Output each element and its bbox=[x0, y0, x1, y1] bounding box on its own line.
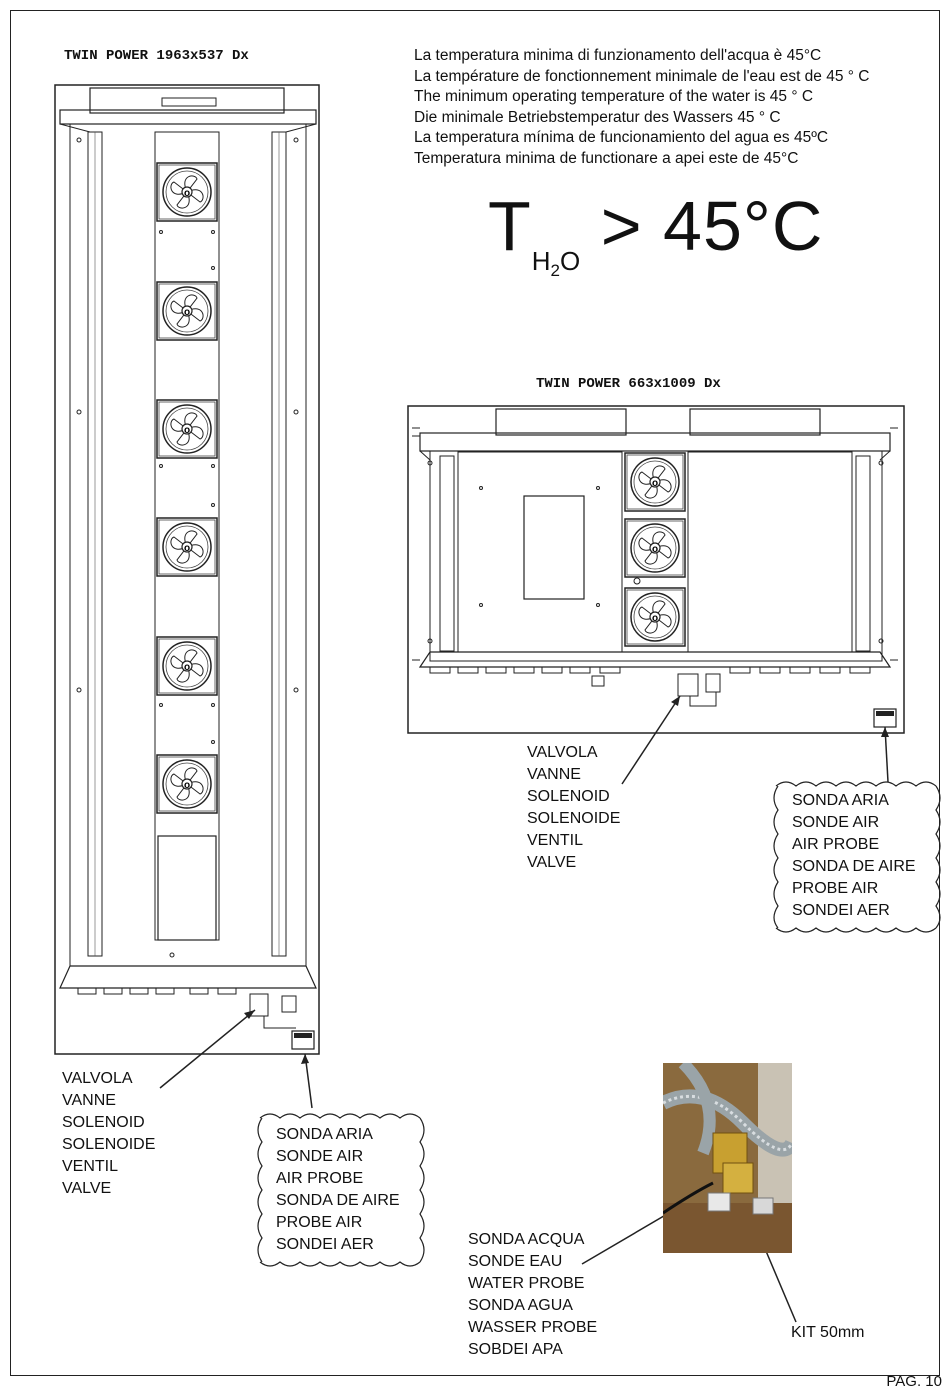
valve-label: VALVE bbox=[527, 854, 577, 871]
air-probe-labels-left bbox=[276, 1124, 400, 1256]
formula-rest: > 45°C bbox=[580, 187, 824, 265]
air-probe-label: SONDA ARIA bbox=[276, 1126, 373, 1143]
intro-line: Die minimale Betriebstemperatur des Wassers 45 ° C bbox=[414, 108, 781, 126]
air-probe-label: SONDE AIR bbox=[276, 1148, 364, 1165]
valve-label: SOLENOID bbox=[527, 788, 610, 805]
valve-label: SOLENOIDE bbox=[527, 810, 621, 827]
valve-label: VALVE bbox=[62, 1180, 112, 1197]
title-right: TWIN POWER 663x1009 Dx bbox=[536, 376, 721, 392]
air-probe-label: PROBE AIR bbox=[276, 1214, 363, 1231]
formula-t: T bbox=[488, 187, 532, 265]
valve-label: SOLENOIDE bbox=[62, 1136, 156, 1153]
formula-h: H bbox=[531, 246, 551, 276]
technical-drawings: o bbox=[0, 0, 950, 1388]
intro-line: La température de fonctionnement minimale de l'eau est de 45 ° C bbox=[414, 67, 870, 85]
air-probe-label: AIR PROBE bbox=[276, 1170, 364, 1187]
valve-labels-right bbox=[527, 742, 620, 874]
intro-line: La temperatura minima di funzionamento dell'acqua è 45°C bbox=[414, 47, 822, 64]
valve-label: VALVOLA bbox=[62, 1070, 133, 1087]
right-unit-drawing bbox=[408, 406, 904, 784]
valve-kit-photo bbox=[663, 1063, 792, 1253]
air-probe-label: AIR PROBE bbox=[792, 836, 880, 853]
water-probe-label: SOBDEI APA bbox=[468, 1341, 563, 1358]
water-probe-label: SONDA ACQUA bbox=[468, 1231, 585, 1248]
valve-label: VENTIL bbox=[527, 832, 584, 849]
formula-2: 2 bbox=[550, 261, 561, 280]
air-probe-label: SONDA DE AIRE bbox=[276, 1192, 400, 1209]
air-probe-label: SONDA DE AIRE bbox=[792, 858, 916, 875]
formula-o: O bbox=[560, 246, 581, 276]
valve-label: SOLENOID bbox=[62, 1114, 145, 1131]
water-probe-labels bbox=[468, 1229, 597, 1361]
water-probe-label: WATER PROBE bbox=[468, 1275, 585, 1292]
valve-label: VANNE bbox=[527, 766, 581, 783]
air-probe-label: SONDA ARIA bbox=[792, 792, 889, 809]
air-probe-label: PROBE AIR bbox=[792, 880, 879, 897]
water-probe-label: WASSER PROBE bbox=[468, 1319, 598, 1336]
air-probe-label: SONDEI AER bbox=[792, 902, 890, 919]
intro-line: La temperatura mínima de funcionamiento del agua es 45ºC bbox=[414, 129, 829, 146]
air-probe-label: SONDEI AER bbox=[276, 1236, 374, 1253]
title-left: TWIN POWER 1963x537 Dx bbox=[64, 48, 249, 64]
air-probe-label: SONDE AIR bbox=[792, 814, 880, 831]
intro-line: The minimum operating temperature of the water is 45 ° C bbox=[414, 88, 814, 105]
valve-labels-left bbox=[62, 1068, 155, 1200]
page-number: PAG. 10 bbox=[886, 1373, 942, 1390]
left-unit-drawing bbox=[55, 85, 319, 1108]
valve-label: VENTIL bbox=[62, 1158, 119, 1175]
intro-line: Temperatura minima de functionare a apei este de 45°C bbox=[414, 149, 799, 167]
water-probe-label: SONDA AGUA bbox=[468, 1297, 573, 1314]
valve-label: VANNE bbox=[62, 1092, 116, 1109]
valve-label: VALVOLA bbox=[527, 744, 598, 761]
kit-label: KIT 50mm bbox=[791, 1324, 865, 1341]
water-probe-label: SONDE EAU bbox=[468, 1253, 563, 1270]
air-probe-labels-right bbox=[792, 790, 916, 922]
